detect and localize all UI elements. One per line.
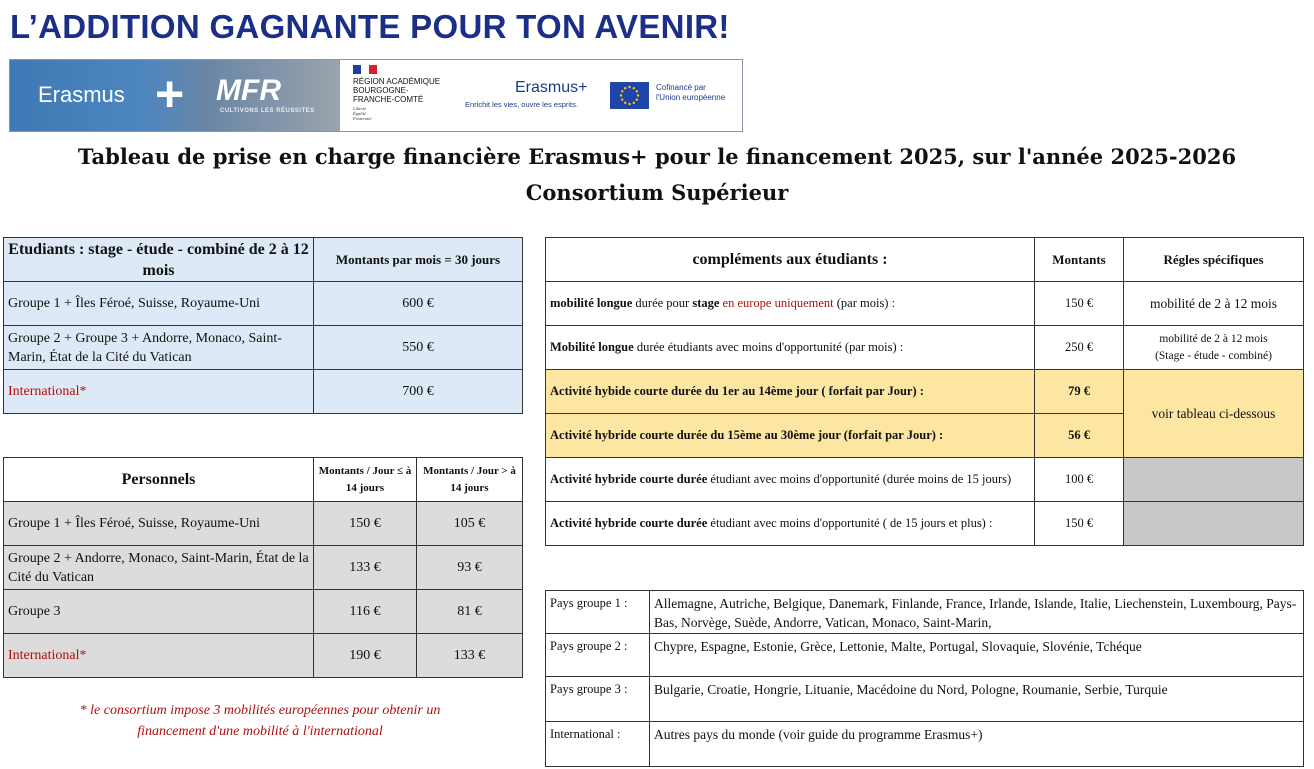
personnels-row-amount: 93 € (417, 546, 523, 590)
region-line: FRANCHE-COMTÉ (353, 95, 424, 104)
pays-label: Pays groupe 1 : (546, 591, 650, 634)
rule-line: (Stage - étude - combiné) (1155, 349, 1272, 362)
footnote-line: * le consortium impose 3 mobilités européennes pour obtenir un (79, 703, 441, 718)
label-highlight: en europe uniquement (719, 296, 834, 310)
label-text: durée étudiants avec moins d'opportunité (par mois) : (633, 340, 904, 354)
label-text: étudiant avec moins d'opportunité (durée moins de 15 jours) (707, 472, 1012, 486)
complement-row-rule-empty (1124, 502, 1304, 546)
complement-row-label: Activité hybide courte durée du 1er au 14ème jour ( forfait par Jour) : (546, 370, 1035, 414)
etudiants-table (3, 237, 523, 414)
etudiants-row-amount: 600 € (314, 282, 523, 326)
etudiants-row-label: International* (4, 370, 314, 414)
personnels-row-amount: 133 € (417, 634, 523, 678)
complements-header: compléments aux étudiants : (546, 238, 1035, 282)
rule-line: mobilité de 2 à 12 mois (1159, 332, 1268, 345)
label-bold: Activité hybride courte durée (550, 516, 708, 530)
page-title: Tableau de prise en charge financière Erasmus+ pour le financement 2025, sur l'année 2025-2026 (77, 144, 1237, 169)
mfr-logo-text: MFR (216, 74, 281, 107)
label-text: durée pour (632, 296, 693, 310)
eu-flag-icon (610, 82, 649, 109)
cofinance-line: Cofinancé par (656, 83, 706, 92)
etudiants-amount-header: Montants par mois = 30 jours (314, 238, 523, 282)
etudiants-row-amount: 700 € (314, 370, 523, 414)
personnels-row-amount: 190 € (314, 634, 417, 678)
plus-icon: + (155, 66, 185, 122)
etudiants-row-label: Groupe 1 + Îles Féroé, Suisse, Royaume-Uni (4, 282, 314, 326)
eu-cofinance-text (656, 83, 725, 103)
complements-rules-header: Régles spécifiques (1124, 238, 1304, 282)
pays-label: Pays groupe 2 : (546, 634, 650, 677)
erasmus-logo-text: Erasmus (38, 82, 125, 107)
complement-row-label (546, 458, 1035, 502)
etudiants-header: Etudiants : stage - étude - combiné de 2 à 12 mois (4, 238, 314, 282)
personnels-row-amount: 150 € (314, 502, 417, 546)
pays-label: International : (546, 722, 650, 767)
label-bold: mobilité longue (550, 296, 633, 310)
pays-list: Chypre, Espagne, Estonie, Grèce, Lettonie, Malte, Portugal, Slovaquie, Slovénie, Tchéque (650, 634, 1304, 677)
motto-line: Fraternité (353, 116, 372, 121)
etudiants-row-amount: 550 € (314, 326, 523, 370)
footnote-line: financement d'une mobilité à l'international (137, 724, 383, 739)
region-line: RÉGION ACADÉMIQUE (353, 77, 441, 86)
personnels-col2-header: Montants / Jour > à 14 jours (417, 458, 523, 502)
personnels-row-label: International* (4, 634, 314, 678)
french-flag-icon (353, 65, 377, 74)
region-academique-logo (353, 77, 440, 104)
complement-row-rule: voir tableau ci-dessous (1124, 370, 1304, 458)
label-bold: Activité hybride courte durée (550, 472, 708, 486)
personnels-row-label: Groupe 1 + Îles Féroé, Suisse, Royaume-Uni (4, 502, 314, 546)
footnote (20, 700, 500, 742)
personnels-col1-header: Montants / Jour ≤ à 14 jours (314, 458, 417, 502)
complement-row-rule (1124, 326, 1304, 370)
label-text: étudiant avec moins d'opportunité ( de 15 jours et plus) : (707, 516, 993, 530)
region-line: BOURGOGNE- (353, 86, 409, 95)
motto-line: Égalité (353, 111, 366, 116)
complements-table (545, 237, 1304, 546)
complement-row-amount: 56 € (1035, 414, 1124, 458)
personnels-row-amount: 105 € (417, 502, 523, 546)
label-text: (par mois) : (833, 296, 896, 310)
pays-list: Bulgarie, Croatie, Hongrie, Lituanie, Macédoine du Nord, Pologne, Roumanie, Serbie, Turquie (650, 677, 1304, 722)
pays-label: Pays groupe 3 : (546, 677, 650, 722)
complement-row-amount: 150 € (1035, 282, 1124, 326)
page-subtitle: Consortium Supérieur (525, 180, 789, 205)
cofinance-line: l'Union européenne (656, 93, 726, 102)
complement-row-label (546, 326, 1035, 370)
personnels-row-amount: 81 € (417, 590, 523, 634)
personnels-row-amount: 133 € (314, 546, 417, 590)
personnels-table (3, 457, 523, 678)
personnels-header: Personnels (4, 458, 314, 502)
complements-amount-header: Montants (1035, 238, 1124, 282)
partner-logos-banner (9, 59, 743, 132)
mfr-tagline: CULTIVONS LES RÉUSSITES (220, 108, 315, 114)
pays-list: Autres pays du monde (voir guide du programme Erasmus+) (650, 722, 1304, 767)
complement-row-amount: 150 € (1035, 502, 1124, 546)
complement-row-label: Activité hybride courte durée du 15ème au 30ème jour (forfait par Jour) : (546, 414, 1035, 458)
personnels-row-label: Groupe 2 + Andorre, Monaco, Saint-Marin, État de la Cité du Vatican (4, 546, 314, 590)
pays-table (545, 590, 1304, 767)
complement-row-amount: 79 € (1035, 370, 1124, 414)
headline: L’ADDITION GAGNANTE POUR TON AVENIR! (10, 8, 730, 45)
republic-motto (353, 106, 372, 121)
complement-row-label (546, 282, 1035, 326)
personnels-row-amount: 116 € (314, 590, 417, 634)
label-bold: stage (692, 296, 720, 310)
erasmus-plus-logo-text: Erasmus+ (515, 79, 588, 96)
complement-row-rule: mobilité de 2 à 12 mois (1124, 282, 1304, 326)
complement-row-amount: 250 € (1035, 326, 1124, 370)
etudiants-row-label: Groupe 2 + Groupe 3 + Andorre, Monaco, Saint-Marin, État de la Cité du Vatican (4, 326, 314, 370)
erasmus-plus-tagline: Enrichit les vies, ouvre les esprits. (465, 100, 578, 109)
complement-row-rule-empty (1124, 458, 1304, 502)
motto-line: Liberté (353, 106, 366, 111)
erasmus-mfr-logo (10, 60, 340, 131)
pays-list: Allemagne, Autriche, Belgique, Danemark, Finlande, France, Irlande, Islande, Italie, Liechenstein, Luxembourg, Pays-Bas, Norvège, Suède, Andorre, Vatican, Monaco, Saint-Marin, (650, 591, 1304, 634)
complement-row-amount: 100 € (1035, 458, 1124, 502)
label-bold: Mobilité longue (550, 340, 634, 354)
complement-row-label (546, 502, 1035, 546)
personnels-row-label: Groupe 3 (4, 590, 314, 634)
